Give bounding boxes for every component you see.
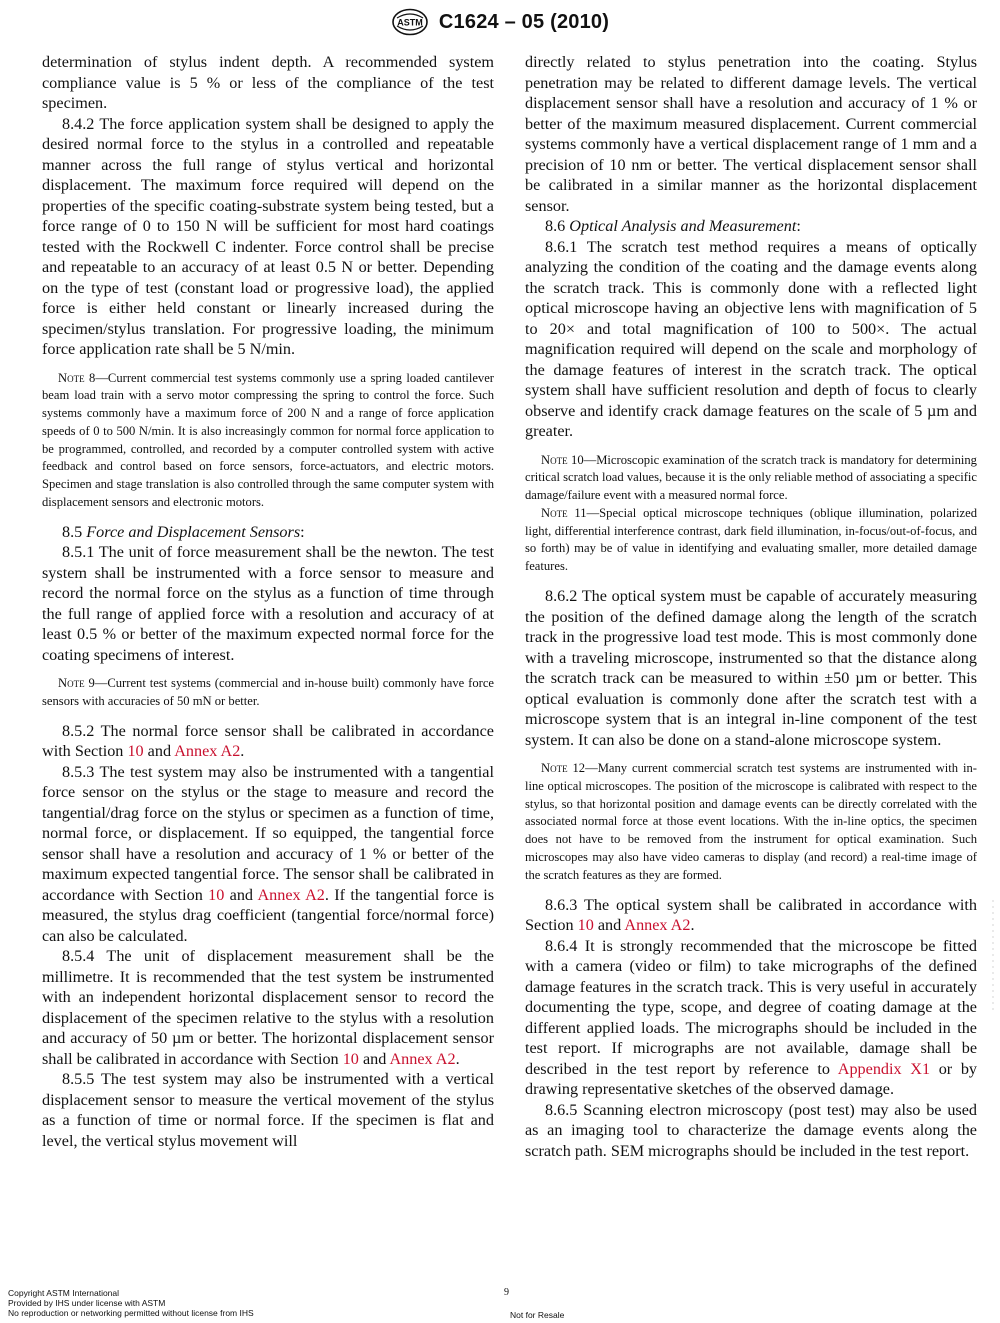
paragraph-8-5-3	[42, 762, 494, 947]
link-section-10[interactable]: 10	[208, 885, 225, 904]
footer-line: Copyright ASTM International	[8, 1288, 120, 1298]
document-designation: C1624 – 05 (2010)	[438, 10, 610, 33]
note-12	[525, 760, 977, 885]
paragraph-8-6-1: 8.6.1 The scratch test method requires a means of optically analyzing the condition of the coating and the damage events along the scratch track. This is commonly done with a reflected light optical microscope having an objective lens with magnification of 5 to 20× and total magnification of 100 to 500×. The actual magnification required will depend on the scale and morphology of the damage features of interest in the scratch track. The optical system shall have sufficient resolution and depth of focus to clearly observe and identify crack damage features on the scale of 5 µm and greater.	[525, 237, 977, 440]
link-annex-a2[interactable]: Annex A2	[389, 1049, 456, 1068]
paragraph-8-6-4	[525, 936, 977, 1100]
copyright-footer	[8, 1288, 254, 1318]
note-11	[525, 505, 977, 576]
note-10	[525, 452, 977, 505]
text-run: 8.6.4 It is strongly recommended that the microscope be fitted with a camera (video or film) to take micrographs of the defined damage features in the scratch track. This is very useful in accurately documenting the type, scope, and degree of coating damage at the different applied loads. The micrographs should be included in the test report. If micrographs are not available, damage shall be described in the test report by reference to	[525, 936, 977, 1078]
paragraph-8-5-5: 8.5.5 The test system may also be instrumented with a vertical displacement sensor to measure the vertical movement of the stylus as a function of time or normal force. If the specimen is flat and level, the vertical stylus movement will	[42, 1070, 494, 1150]
footer-line: No reproduction or networking permitted without license from IHS	[8, 1308, 254, 1318]
text-run: and	[143, 742, 175, 761]
text-run: 8.5.2 The normal force sensor shall be calibrated in accordance with Section	[42, 721, 494, 761]
note-8	[42, 370, 494, 512]
note-10-label: Note 10	[541, 452, 584, 467]
link-appendix-x1[interactable]: Appendix X1	[837, 1059, 931, 1078]
footer-line: Provided by IHS under license with ASTM	[8, 1298, 166, 1308]
section-colon: :	[300, 522, 305, 541]
paragraph-8-5-2	[42, 721, 494, 762]
section-heading-8-6	[525, 216, 977, 237]
link-section-10[interactable]: 10	[342, 1049, 359, 1068]
paragraph-8-4-2: 8.4.2 The force application system shall be designed to apply the desired normal force to the stylus in a controlled and repeatable manner across the full range of stylus vertical and horizontal displacement. The maximum force required will depend on the properties of the specific coating-substrate system being tested, but a force range of 0 to 150 N will be sufficient for most hard coatings tested with the Rockwell C indenter. Force control shall be precise and repeatable to an accuracy of at least 0.5 N or better. Depending on the type of test (constant load or progressive load), the applied force is either held constant or linearly increased during the specimen/stylus translation. For progressive loading, the minimum force application rate shall be 5 N/min.	[42, 114, 494, 358]
note-11-text: —Special optical microscope techniques (oblique illumination, polarized light, differential interference contrast, dark field illumination, in-focus/out-of-focus, and so forth) may be of value in identifying and evaluating smaller, more detailed damage features.	[525, 505, 977, 574]
side-watermark-mark	[988, 900, 998, 1010]
section-colon: :	[796, 217, 801, 235]
link-section-10[interactable]: 10	[577, 916, 594, 935]
text-run: 8.5.4 The unit of displacement measurement shall be the millimetre. It is recommended that the test system be instrumented with an independent horizontal displacement sensor to record the displacement of the specimen relative to the stylus with a resolution and accuracy of 50 µm or better. The horizontal displacement sensor shall be calibrated in accordance with Section	[42, 947, 494, 1068]
section-title: Force and Displacement Sensors	[86, 522, 301, 541]
note-12-label: Note 12	[541, 761, 586, 776]
section-heading-8-5	[42, 522, 494, 543]
text-run: and	[358, 1049, 390, 1068]
svg-text:ASTM: ASTM	[397, 17, 423, 28]
page-header	[0, 6, 1000, 38]
note-10-text: —Microscopic examination of the scratch track is mandatory for determining critical scratch load values, because it is the only reliable method of associating a specific damage/failure event with a measured normal force.	[525, 452, 977, 503]
page-number: 9	[504, 1287, 509, 1298]
text-run: .	[240, 742, 245, 761]
note-12-text: —Many current commercial scratch test systems are instrumented with in-line optical microscopes. The position of the microscope is calibrated with respect to the stylus, so that horizontal position and damage events can be directly correlated with the associated normal force at those event locations. With the in-line optics, the specimen does not have to be removed from the instrument for optical examination. Such microscopes may also have video cameras to display (and record) a real-time image of the scratch features as they are formed.	[525, 761, 977, 882]
section-number: 8.5	[62, 522, 87, 541]
paragraph-8-6-2: 8.6.2 The optical system must be capable of accurately measuring the position of the defined damage along the length of the scratch track in the progressive load test mode. This is most commonly done with a traveling microscope, instrumented so that the distance along the scratch track can be measured to within ±50 µm or better. This optical evaluation is commonly done after the scratch test with a microscope system that is an integral in-line component of the test system. It can also be done on a stand-alone microscope system.	[525, 587, 977, 749]
text-run: . If the tangential force is measured, the stylus drag coefficient (tangential force/normal force) can also be calculated.	[42, 885, 494, 945]
text-run: .	[690, 916, 695, 935]
paragraph-8-5-1: 8.5.1 The unit of force measurement shall be the newton. The test system shall be instrumented with a force sensor to measure and record the normal force on the stylus as a function of time through the full range of applied force with a resolution and accuracy of at least 0.5 % or better of the maximum expected normal force for the coating specimens of interest.	[42, 543, 494, 664]
not-for-resale-label: Not for Resale	[510, 1310, 565, 1320]
text-run: 8.6.3 The optical system shall be calibrated in accordance with Section	[525, 895, 977, 935]
link-annex-a2[interactable]: Annex A2	[174, 742, 241, 761]
astm-logo-icon	[391, 8, 429, 36]
note-9	[42, 675, 494, 711]
paragraph-continued: directly related to stylus penetration into the coating. Stylus penetration may be related to different damage levels. The vertical displacement sensor shall have a resolution and accuracy of 1 % or better of the maximum measured displacement. Current commercial systems commonly have a vertical displacement range of 1 mm and a precision of 10 nm or better. The vertical displacement sensor shall be calibrated in a similar manner as the horizontal displacement sensor.	[525, 53, 977, 215]
paragraph-8-6-5: 8.6.5 Scanning electron microscopy (post test) may also be used as an imaging tool to characterize the damage events along the scratch path. SEM micrographs should be included in the test report.	[525, 1100, 977, 1160]
text-run: .	[455, 1049, 460, 1068]
left-column	[42, 52, 494, 1151]
section-number: 8.6	[545, 217, 570, 235]
note-9-text: —Current test systems (commercial and in-house built) commonly have force sensors with accuracies of 50 mN or better.	[42, 676, 494, 709]
text-run: and	[224, 885, 258, 904]
paragraph-continued: determination of stylus indent depth. A recommended system compliance value is 5 % or less of the compliance of the test specimen.	[42, 53, 494, 112]
right-column	[525, 52, 977, 1161]
section-title: Optical Analysis and Measurement	[569, 217, 797, 235]
note-8-label: Note 8	[58, 370, 96, 385]
note-11-label: Note 11	[541, 505, 587, 520]
link-annex-a2[interactable]: Annex A2	[624, 916, 691, 935]
note-8-text: —Current commercial test systems commonly use a spring loaded cantilever beam load train with a servo motor compressing the spring to control the force. Such systems commonly have a maximum force of 200 N and a range of force application speeds of 0 to 500 N/min. It is also increasingly common for normal force application to be programmed, controlled, and recorded by a computer controlled system with active feedback and control based on force sensors, force-actuators, and electric motors. Specimen and stage translation is also controlled through the same computer system with displacement sensors and electronic motors.	[42, 370, 494, 510]
paragraph-8-6-3	[525, 895, 977, 936]
text-run: and	[593, 916, 625, 935]
text-run: 8.5.3 The test system may also be instrumented with a tangential force sensor on the stylus or the stage to measure and record the tangential/drag force on the stylus or specimen as a function of time, normal force, or displacement. If so equipped, the tangential force sensor shall have a resolution and accuracy of 1 % or better of the maximum expected tangential force. The sensor shall be calibrated in accordance with Section	[42, 762, 494, 904]
link-section-10[interactable]: 10	[127, 742, 144, 761]
note-9-label: Note 9	[58, 676, 95, 691]
text-run: or by drawing representative sketches of the observed damage.	[525, 1059, 978, 1099]
link-annex-a2[interactable]: Annex A2	[257, 885, 325, 904]
paragraph-8-5-4	[42, 946, 494, 1069]
